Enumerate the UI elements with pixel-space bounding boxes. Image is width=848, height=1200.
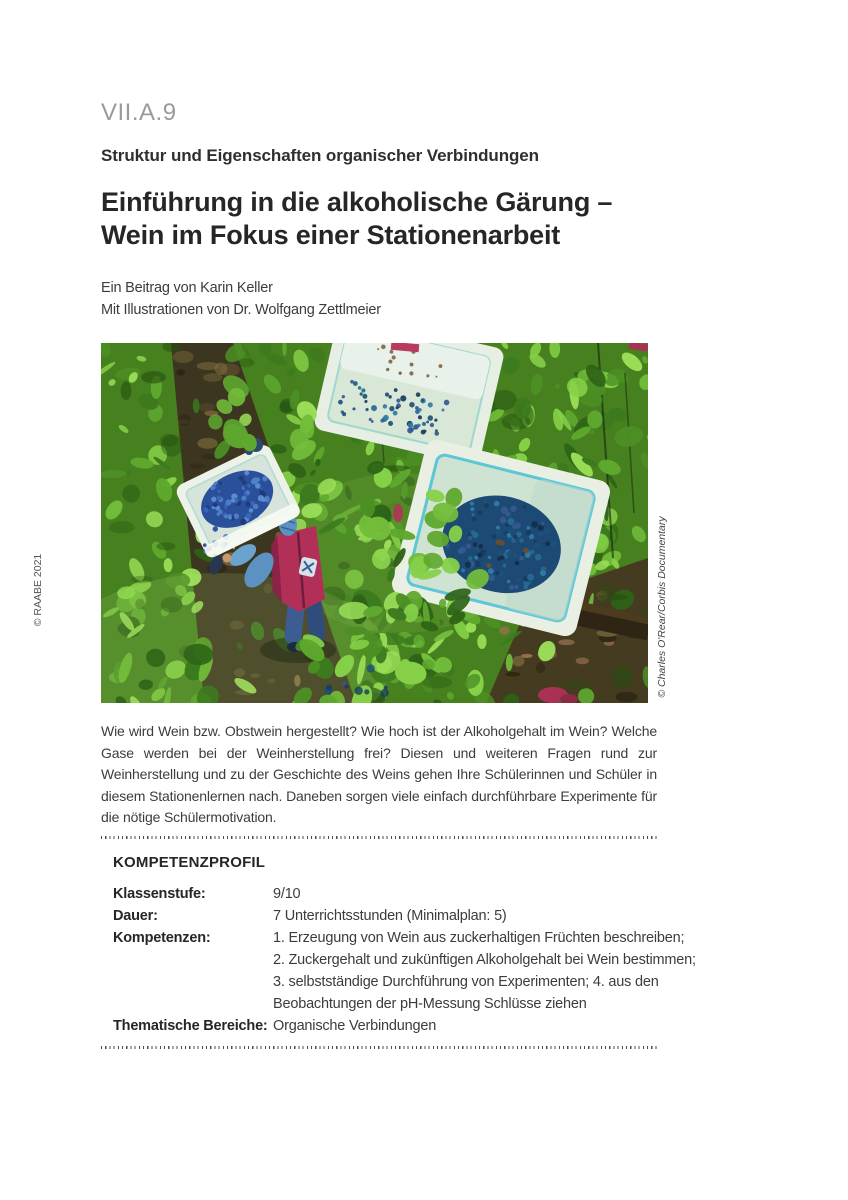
page-title (101, 186, 612, 252)
competence-profile (113, 854, 696, 1037)
profile-value-line: 7 Unterrichtsstunden (Minimalplan: 5) (273, 908, 507, 924)
harvest-photo (101, 343, 648, 703)
profile-row-value (273, 1015, 436, 1037)
publisher-copyright: © RAABE 2021 (32, 553, 44, 627)
byline-illustrator: Mit Illustrationen von Dr. Wolfgang Zettlmeier (101, 302, 381, 318)
profile-row-label: Dauer: (113, 908, 158, 924)
profile-row-label: Klassenstufe: (113, 886, 206, 902)
photo-credit: © Charles O'Rear/Corbis Documentary (656, 516, 668, 698)
profile-value-line: Organische Verbindungen (273, 1018, 437, 1034)
harvest-photo-canvas (101, 343, 648, 703)
series-title: Struktur und Eigenschaften organischer Verbindungen (101, 146, 539, 165)
bylines (101, 277, 381, 321)
profile-row-klassenstufe (113, 883, 659, 905)
profile-value-line: Beobachtungen der pH-Messung Schlüsse ziehen (273, 996, 587, 1012)
profile-row-thematische-bereiche (113, 1015, 659, 1037)
profile-value-line: 2. Zuckergehalt und zukünftigen Alkoholgehalt bei Wein bestimmen; (273, 952, 696, 968)
profile-row-value (273, 905, 507, 927)
profile-row-label: Kompetenzen: (113, 930, 211, 946)
profile-value-line: 3. selbstständige Durchführung von Experimenten; 4. aus den (273, 974, 659, 990)
dotted-divider-bottom (101, 1046, 657, 1049)
dotted-divider-top (101, 836, 657, 839)
profile-row-dauer (113, 905, 659, 927)
competence-profile-heading: KOMPETENZPROFIL (113, 854, 266, 871)
profile-value-line: 9/10 (273, 886, 301, 902)
byline-author: Ein Beitrag von Karin Keller (101, 280, 273, 296)
unit-code: VII.A.9 (101, 99, 177, 126)
intro-paragraph: Wie wird Wein bzw. Obstwein hergestellt? Wie hoch ist der Alkoholgehalt im Wein? Welche Gase werden bei der Weinherstellung frei? Diesen und weiteren Fragen rund zur Weinherstellung und zu der Geschichte des Weins gehen Ihre Schülerinnen und Schüler in diesem Stationenlernen nach. Daneben sorgen viele einfach durchführbare Experimente für die nötige Schülermotivation. (101, 723, 657, 825)
page-title-line-1: Einführung in die alkoholische Gärung – (101, 187, 613, 217)
profile-row-kompetenzen (113, 927, 696, 1015)
page-title-line-2: Wein im Fokus einer Stationenarbeit (101, 220, 561, 250)
profile-row-value (273, 883, 300, 905)
profile-row-value (273, 927, 696, 1015)
profile-value-line: 1. Erzeugung von Wein aus zuckerhaltigen Früchten beschreiben; (273, 930, 685, 946)
profile-row-label: Thematische Bereiche: (113, 1018, 268, 1034)
